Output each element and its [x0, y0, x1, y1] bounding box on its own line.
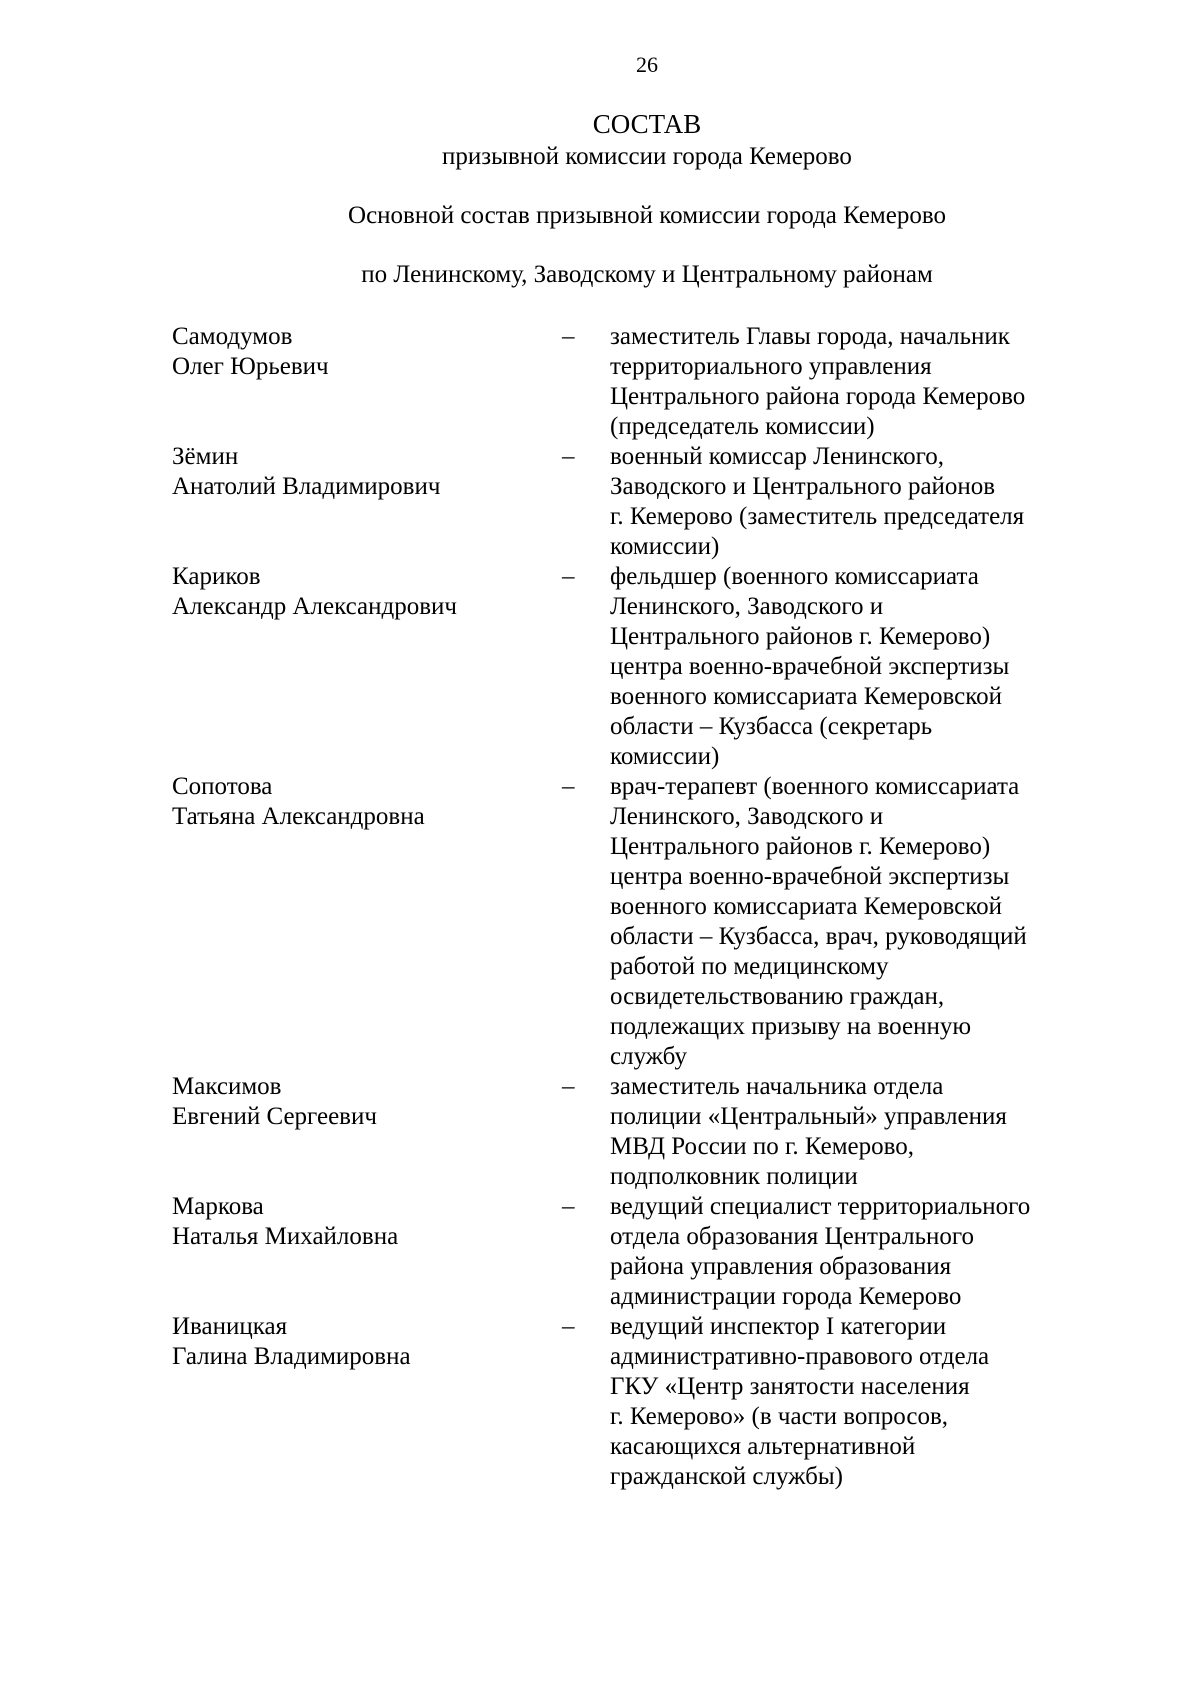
member-role-line: комиссии) [610, 743, 720, 770]
member-role-line: МВД России по г. Кемерово, [610, 1133, 915, 1160]
member-given-names: Олег Юрьевич [172, 353, 329, 380]
member-role-line: полиции «Центральный» управления [610, 1103, 1007, 1130]
member-role [610, 1072, 1090, 1192]
member-role-line: ведущий специалист территориального [610, 1193, 1031, 1220]
member-given-names: Наталья Михайловна [172, 1223, 399, 1250]
member-given-names: Анатолий Владимирович [172, 473, 441, 500]
member-role-line: Центрального района города Кемерово [610, 383, 1026, 410]
member-given-names: Татьяна Александровна [172, 803, 425, 830]
member-role-line: района управления образования [610, 1253, 952, 1280]
member-given-names: Евгений Сергеевич [172, 1103, 377, 1130]
member-name [172, 1312, 562, 1372]
member-row [172, 1312, 1112, 1492]
member-role-line: службу [610, 1043, 687, 1070]
member-role-line: подлежащих призыву на военную [610, 1013, 972, 1040]
member-row [172, 1072, 1112, 1192]
member-name [172, 772, 562, 832]
member-row [172, 322, 1112, 442]
member-role-line: касающихся альтернативной [610, 1433, 916, 1460]
member-dash: – [562, 1193, 575, 1220]
member-role-line: освидетельствованию граждан, [610, 983, 945, 1010]
member-role-line: области – Кузбасса (секретарь [610, 713, 933, 740]
member-dash: – [562, 563, 575, 590]
page-number: 26 [636, 52, 658, 77]
member-role-line: комиссии) [610, 533, 720, 560]
member-surname: Максимов [172, 1073, 282, 1100]
member-row [172, 442, 1112, 562]
member-surname: Зёмин [172, 443, 239, 470]
member-name [172, 1072, 562, 1132]
member-role-line: Ленинского, Заводского и [610, 593, 884, 620]
member-role-line: фельдшер (военного комиссариата [610, 563, 979, 590]
member-role-line: отдела образования Центрального [610, 1223, 974, 1250]
member-row [172, 1192, 1112, 1312]
member-role-line: территориального управления [610, 353, 932, 380]
member-given-names: Галина Владимировна [172, 1343, 411, 1370]
member-dash: – [562, 323, 575, 350]
member-role [610, 322, 1090, 442]
member-role-line: (председатель комиссии) [610, 413, 875, 440]
member-role-line: ГКУ «Центр занятости населения [610, 1373, 970, 1400]
document-title: СОСТАВ [592, 109, 702, 139]
member-given-names: Александр Александрович [172, 593, 457, 620]
member-role-line: Ленинского, Заводского и [610, 803, 884, 830]
member-name [172, 322, 562, 382]
member-surname: Иваницкая [172, 1313, 288, 1340]
member-role-line: военный комиссар Ленинского, [610, 443, 945, 470]
member-role [610, 442, 1090, 562]
member-role-line: врач-терапевт (военного комиссариата [610, 773, 1020, 800]
member-role-line: военного комиссариата Кемеровской [610, 683, 1003, 710]
member-name [172, 1192, 562, 1252]
section-heading: Основной состав призывной комиссии города Кемерово [348, 202, 946, 229]
member-role-line: г. Кемерово (заместитель председателя [610, 503, 1025, 530]
member-row [172, 562, 1112, 772]
member-dash: – [562, 443, 575, 470]
member-role-line: области – Кузбасса, врач, руководящий [610, 923, 1027, 950]
member-role-line: центра военно-врачебной экспертизы [610, 653, 1010, 680]
member-row [172, 772, 1112, 1072]
member-role [610, 1192, 1090, 1312]
member-role-line: Центрального районов г. Кемерово) [610, 833, 991, 860]
member-surname: Маркова [172, 1193, 264, 1220]
member-role-line: ведущий инспектор I категории [610, 1313, 947, 1340]
member-role-line: Заводского и Центрального районов [610, 473, 996, 500]
district-heading: по Ленинскому, Заводскому и Центральному районам [361, 261, 933, 288]
member-role [610, 1312, 1090, 1492]
member-surname: Самодумов [172, 323, 293, 350]
member-role [610, 562, 1090, 772]
member-surname: Сопотова [172, 773, 273, 800]
member-role-line: Центрального районов г. Кемерово) [610, 623, 991, 650]
member-role-line: работой по медицинскому [610, 953, 889, 980]
member-role [610, 772, 1090, 1072]
member-role-line: центра военно-врачебной экспертизы [610, 863, 1010, 890]
member-dash: – [562, 773, 575, 800]
member-dash: – [562, 1073, 575, 1100]
document-subtitle: призывной комиссии города Кемерово [442, 143, 852, 170]
member-role-line: администрации города Кемерово [610, 1283, 962, 1310]
member-dash: – [562, 1313, 575, 1340]
member-role-line: заместитель Главы города, начальник [610, 323, 1010, 350]
member-role-line: подполковник полиции [610, 1163, 858, 1190]
member-surname: Кариков [172, 563, 261, 590]
member-role-line: военного комиссариата Кемеровской [610, 893, 1003, 920]
member-role-line: административно-правового отдела [610, 1343, 990, 1370]
member-role-line: гражданской службы) [610, 1463, 843, 1490]
member-name [172, 442, 562, 502]
member-name [172, 562, 562, 622]
member-role-line: заместитель начальника отдела [610, 1073, 944, 1100]
member-role-line: г. Кемерово» (в части вопросов, [610, 1403, 949, 1430]
member-list [172, 322, 1112, 1492]
